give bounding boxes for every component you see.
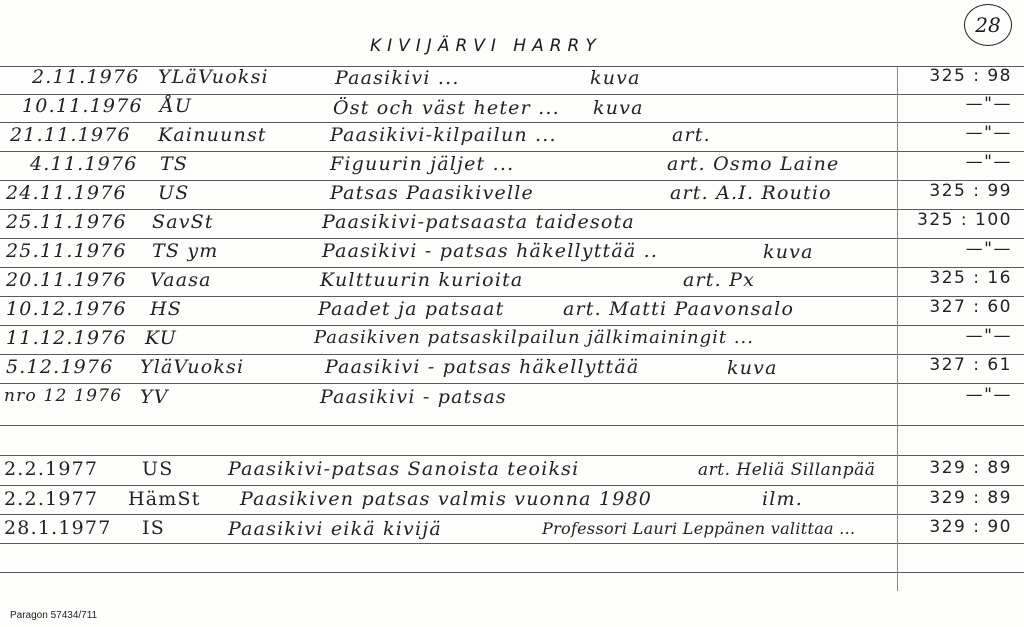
- entry-source: ÅU: [160, 95, 193, 117]
- entry-note: art. Heliä Sillanpää: [698, 460, 876, 480]
- entry-source: TS: [160, 153, 189, 175]
- entry-ref: —"—: [965, 152, 1012, 172]
- entry-date: 20.11.1976: [6, 269, 127, 291]
- entry-note: kuva: [727, 357, 778, 379]
- entry-date: 28.1.1977: [4, 517, 112, 539]
- entry-source: YLäVuoksi: [158, 66, 269, 88]
- ruled-line: [0, 485, 1024, 486]
- entry-text: Paasikivi - patsas: [320, 386, 507, 408]
- entry-date: 11.12.1976: [6, 327, 127, 349]
- ruled-line: [0, 572, 1024, 573]
- entry-text: Öst och väst heter ...: [333, 97, 560, 119]
- entry-text: Paasikivi-patsas Sanoista teoiksi: [228, 458, 580, 480]
- ruled-line: [0, 383, 1024, 384]
- entry-text: Paasikiven patsaskilpailun jälkimainingit ...: [314, 327, 754, 348]
- entry-text: Patsas Paasikivelle: [330, 182, 534, 204]
- entry-note: art. Px: [683, 269, 756, 291]
- entry-text: Paasikivi-patsaasta taidesota: [322, 211, 635, 233]
- entry-date: 10.11.1976: [22, 95, 143, 117]
- page-number: [964, 4, 1012, 46]
- ruled-line: [0, 267, 1024, 268]
- entry-note: art.: [672, 124, 711, 146]
- ruled-line: [0, 180, 1024, 181]
- entry-date: 5.12.1976: [6, 356, 114, 378]
- entry-source: HS: [150, 298, 182, 320]
- entry-text: Paasikivi ...: [335, 67, 460, 89]
- entry-source: YläVuoksi: [140, 356, 245, 378]
- entry-source: YV: [140, 386, 169, 408]
- ruled-line: [0, 425, 1024, 426]
- entry-date: 4.11.1976: [30, 153, 138, 175]
- entry-note: art. A.I. Routio: [670, 182, 832, 204]
- column-divider: [897, 66, 898, 591]
- ruled-line: [0, 94, 1024, 95]
- entry-date: 25.11.1976: [6, 240, 127, 262]
- entry-ref: —"—: [965, 326, 1012, 346]
- entry-ref: —"—: [965, 239, 1012, 259]
- entry-text: Figuurin jäljet ...: [330, 153, 515, 175]
- entry-ref: —"—: [965, 385, 1012, 405]
- entry-date: 2.11.1976: [32, 66, 140, 88]
- entry-text: Paasikiven patsas valmis vuonna 1980: [240, 488, 653, 510]
- entry-source: US: [142, 458, 174, 480]
- entry-source: HämSt: [128, 488, 201, 510]
- entry-text: Paasikivi - patsas häkellyttää ..: [322, 240, 659, 262]
- entry-ref: 325 : 16: [929, 268, 1012, 288]
- ruled-line: [0, 514, 1024, 515]
- entry-source: SavSt: [152, 211, 214, 233]
- entry-date: 2.2.1977: [4, 488, 99, 510]
- entry-note: ilm.: [762, 488, 804, 510]
- entry-date: 25.11.1976: [6, 211, 127, 233]
- entry-source: TS ym: [152, 240, 219, 262]
- entry-ref: —"—: [965, 123, 1012, 143]
- entry-ref: 327 : 60: [929, 297, 1012, 317]
- entry-ref: 329 : 90: [929, 517, 1012, 537]
- entry-note: art. Matti Paavonsalo: [563, 298, 795, 320]
- card-title: KIVIJÄRVI HARRY: [370, 36, 602, 56]
- entry-ref: 325 : 100: [917, 210, 1012, 230]
- ruled-line: [0, 455, 1024, 456]
- entry-note: kuva: [590, 67, 641, 89]
- ruled-line: [0, 354, 1024, 355]
- entry-date: nro 12 1976: [4, 386, 123, 406]
- entry-date: 2.2.1977: [4, 458, 99, 480]
- ruled-line: [0, 66, 1024, 67]
- entry-note: kuva: [763, 241, 814, 263]
- entry-note: art. Osmo Laine: [667, 153, 840, 175]
- ruled-line: [0, 325, 1024, 326]
- entry-ref: 325 : 99: [929, 181, 1012, 201]
- entry-ref: 329 : 89: [929, 488, 1012, 508]
- entry-date: 21.11.1976: [10, 124, 131, 146]
- entry-ref: 329 : 89: [929, 458, 1012, 478]
- entry-ref: 327 : 61: [929, 355, 1012, 375]
- entry-text: Paasikivi-kilpailun ...: [330, 124, 557, 146]
- entry-date: 10.12.1976: [6, 298, 127, 320]
- ruled-line: [0, 296, 1024, 297]
- entry-source: KU: [145, 327, 177, 349]
- ruled-line: [0, 209, 1024, 210]
- entry-source: IS: [142, 517, 165, 539]
- entry-ref: 325 : 98: [929, 66, 1012, 86]
- ruled-line: [0, 122, 1024, 123]
- entry-source: US: [158, 182, 190, 204]
- entry-note: kuva: [593, 97, 644, 119]
- entry-text: Kulttuurin kurioita: [320, 269, 524, 291]
- entry-source: Kainuunst: [158, 124, 267, 146]
- entry-note: Professori Lauri Leppänen valittaa ...: [542, 519, 856, 538]
- entry-source: Vaasa: [150, 269, 212, 291]
- entry-text: Paadet ja patsaat: [318, 298, 505, 320]
- entry-ref: —"—: [965, 94, 1012, 114]
- page-number-text: 28: [975, 13, 1001, 37]
- card-footer: Paragon 57434/711: [10, 610, 98, 621]
- ruled-line: [0, 151, 1024, 152]
- entry-date: 24.11.1976: [6, 182, 127, 204]
- entry-text: Paasikivi - patsas häkellyttää: [325, 356, 640, 378]
- entry-text: Paasikivi eikä kivijä: [228, 518, 442, 540]
- ruled-line: [0, 543, 1024, 544]
- ruled-line: [0, 238, 1024, 239]
